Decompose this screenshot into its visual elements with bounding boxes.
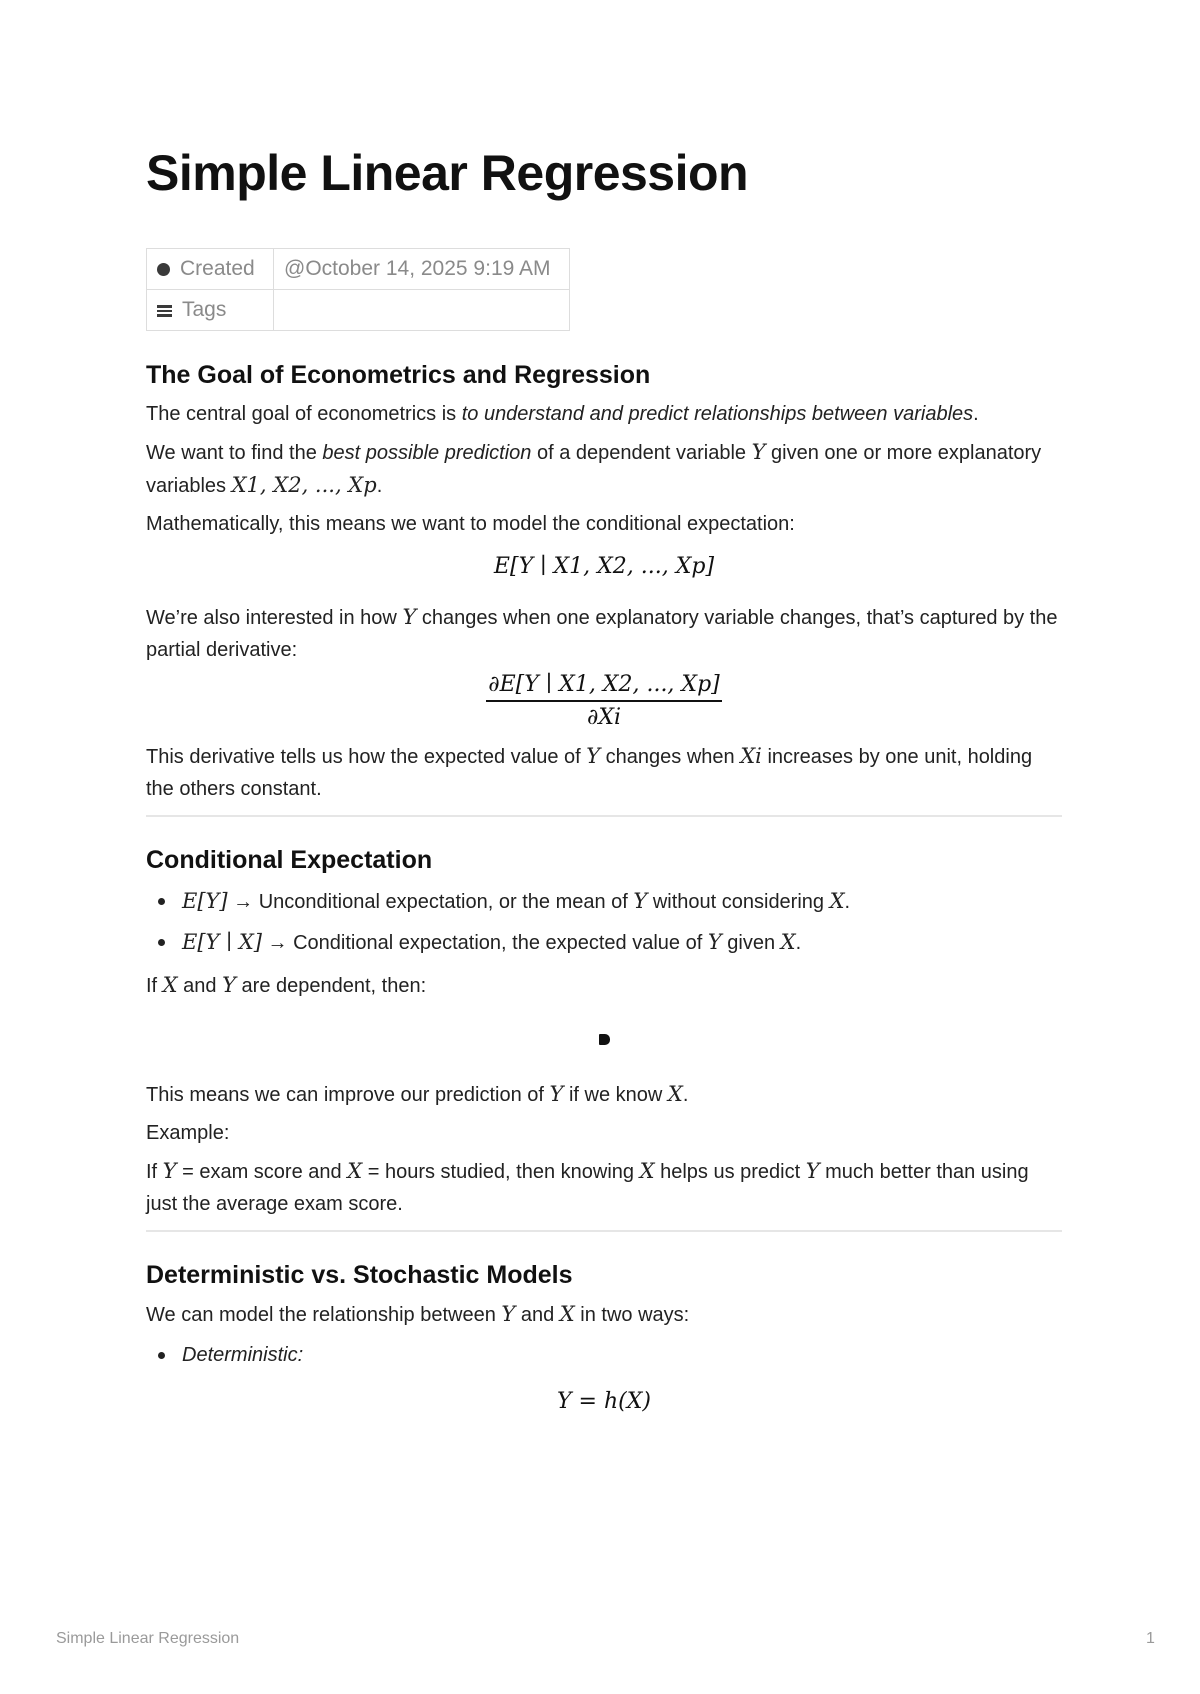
paragraph: If X and Y are dependent, then: (146, 973, 427, 997)
math-inline: Y (501, 1302, 516, 1326)
math-inline: E[Y] (182, 889, 228, 913)
dot-icon (157, 263, 170, 276)
paragraph: The central goal of econometrics is to understand and predict relationships between variables. (146, 403, 979, 425)
math-inline: Y (402, 605, 417, 629)
broken-image-icon (599, 1034, 610, 1045)
equation-partial-derivative (146, 672, 1062, 730)
math-inline: Y (586, 744, 601, 768)
paragraph: We want to find the best possible prediction of a dependent variable Y given one or more explanatory variables X1, X2, ..., Xp. (146, 440, 1042, 497)
emphasis: best possible prediction (322, 442, 532, 464)
math-inline: E[Y ∣ X] (182, 930, 262, 954)
list-icon (157, 305, 172, 317)
property-name: Tags (182, 298, 227, 321)
property-name: Created (180, 257, 255, 280)
math-inline: Y (633, 889, 648, 913)
math-inline: Y (222, 973, 236, 997)
paragraph: We’re also interested in how Y changes when one explanatory variable changes, that’s captured by the partial derivative: (146, 605, 1058, 661)
list-item: E[Y] → Unconditional expectation, or the mean of Y without considering X. (146, 885, 1062, 918)
section-heading-goal: The Goal of Econometrics and Regression (146, 361, 651, 389)
paragraph: This derivative tells us how the expected value of Y changes when Xi increases by one unit, holding the others constant. (146, 744, 1033, 800)
math-inline: X (162, 973, 178, 997)
section-heading-conditional-expectation: Conditional Expectation (146, 846, 433, 874)
math-inline: X (667, 1082, 683, 1106)
property-name-cell (147, 290, 274, 331)
properties-table (146, 248, 570, 331)
paragraph: Mathematically, this means we want to model the conditional expectation: (146, 513, 795, 535)
math-inline: X (559, 1302, 575, 1326)
fraction-numerator: ∂E[Y ∣ X1, X2, ..., Xp] (486, 672, 722, 702)
equation-conditional-expectation: E[Y ∣ X1, X2, ..., Xp] (493, 554, 715, 579)
property-row-created (147, 249, 570, 290)
list-item (146, 1339, 1062, 1371)
page-content (146, 358, 1062, 1414)
page-title: Simple Linear Regression (146, 145, 749, 201)
property-value-created[interactable]: @October 14, 2025 9:19 AM (274, 249, 570, 290)
emphasis: to understand and predict relationships between variables (461, 403, 974, 425)
math-inline: Y (805, 1159, 820, 1183)
footer-title: Simple Linear Regression (56, 1630, 240, 1647)
page-number: 1 (1146, 1630, 1155, 1647)
paragraph: If Y = exam score and X = hours studied, then knowing X helps us predict Y much better than using just the average exam score. (146, 1159, 1029, 1215)
list-item: E[Y ∣ X] → Conditional expectation, the expected value of Y given X. (146, 926, 1062, 959)
paragraph: This means we can improve our prediction of Y if we know X. (146, 1082, 689, 1106)
math-inline: Y (162, 1159, 177, 1183)
math-inline: X (780, 930, 796, 954)
math-inline: Xi (740, 744, 762, 768)
math-inline: X1, X2, ..., Xp (231, 473, 377, 497)
property-value-tags[interactable] (274, 290, 570, 331)
section-heading-models: Deterministic vs. Stochastic Models (146, 1261, 573, 1289)
property-row-tags (147, 290, 570, 331)
bullet-list (146, 885, 1062, 959)
paragraph: We can model the relationship between Y and X in two ways: (146, 1302, 690, 1326)
math-inline: X (347, 1159, 363, 1183)
math-inline: Y (549, 1082, 564, 1106)
math-inline: Y (751, 440, 766, 464)
math-inline: X (639, 1159, 655, 1183)
emphasis: Deterministic: (182, 1344, 304, 1366)
fraction-denominator: ∂Xi (586, 705, 622, 730)
paragraph: Example: (146, 1122, 230, 1144)
broken-equation (146, 1032, 1062, 1052)
equation-deterministic: Y = h(X) (557, 1389, 651, 1414)
property-name-cell (147, 249, 274, 290)
math-inline: X (829, 889, 845, 913)
fraction (486, 672, 722, 730)
math-inline: Y (707, 930, 722, 954)
bullet-list (146, 1339, 1062, 1371)
